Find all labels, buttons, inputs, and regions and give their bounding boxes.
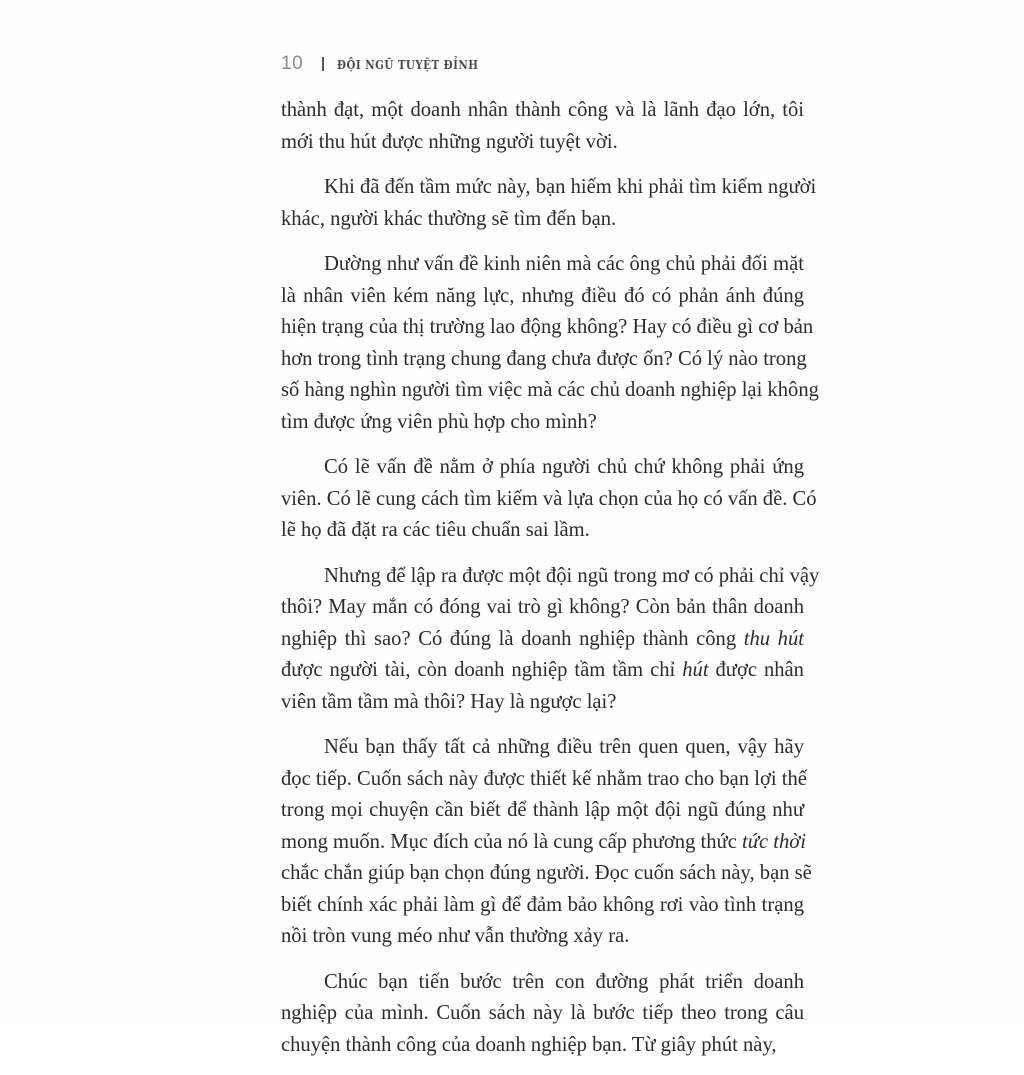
running-header: [281, 50, 510, 78]
text-line: khác, người khác thường sẽ tìm đến bạn.: [281, 207, 617, 230]
text-line: số hàng nghìn người tìm việc mà các chủ doanh nghiệp lại không: [281, 379, 819, 401]
text-line: hiện trạng của thị trường lao động không? Hay có điều gì cơ bản: [281, 316, 814, 338]
text-line: chuyện thành công của doanh nghiệp bạn. Từ giây phút này,: [281, 1033, 777, 1056]
text-line: chắc chắn giúp bạn chọn đúng người. Đọc cuốn sách này, bạn sẽ: [281, 862, 812, 884]
text-line: thôi? May mắn có đóng vai trò gì không? Còn bản thân doanh: [281, 596, 804, 618]
text-line: Khi đã đến tầm mức này, bạn hiếm khi phải tìm kiếm người: [324, 176, 817, 198]
page-number: 10: [281, 53, 304, 74]
text-line: mới thu hút được những người tuyệt vời.: [281, 130, 618, 153]
text-run: được nhân: [708, 659, 804, 681]
body-text: [281, 95, 820, 1075]
text-line: viên tầm tầm mà thôi? Hay là ngược lại?: [281, 690, 617, 713]
text-line: Chúc bạn tiến bước trên con đường phát triển doanh: [324, 970, 804, 993]
italic-emphasis: thu hút: [743, 627, 804, 650]
italic-emphasis: tức thời: [742, 830, 806, 853]
text-line: Có lẽ vấn đề nằm ở phía người chủ chứ không phải ứng: [324, 456, 804, 478]
text-line: tìm được ứng viên phù hợp cho mình?: [281, 410, 597, 433]
text-line: nghiệp của mình. Cuốn sách này là bước tiếp theo trong câu: [281, 1002, 804, 1024]
text-line: trong mọi chuyện cần biết để thành lập một đội ngũ đúng như: [281, 799, 804, 821]
text-line: lẽ họ đã đặt ra các tiêu chuẩn sai lầm.: [281, 519, 590, 541]
text-run: mong muốn. Mục đích của nó là cung cấp phương thức: [281, 830, 743, 853]
paragraph: [281, 732, 812, 953]
text-line: Nhưng để lập ra được một đội ngũ trong mơ có phải chỉ vậy: [324, 564, 820, 587]
paragraph: [281, 967, 804, 1062]
italic-emphasis: hút: [682, 659, 709, 681]
text-line: hơn trong tình trạng chung đang chưa được ổn? Có lý nào trong: [281, 347, 807, 370]
text-line: đọc tiếp. Cuốn sách này được thiết kế nhằm trao cho bạn lợi thế: [281, 767, 807, 790]
text-line: thành đạt, một doanh nhân thành công và là lãnh đạo lớn, tôi: [281, 99, 804, 121]
text-line: Nếu bạn thấy tất cả những điều trên quen quen, vậy hãy: [324, 736, 804, 758]
paragraph: [281, 172, 817, 235]
text-line: [281, 827, 804, 859]
text-run: được người tài, còn doanh nghiệp tầm tầm chỉ: [281, 659, 683, 681]
paragraph: [281, 452, 817, 547]
text-line: là nhân viên kém năng lực, nhưng điều đó có phản ánh đúng: [281, 284, 804, 307]
text-line: [281, 655, 804, 687]
text-line: viên. Có lẽ cung cách tìm kiếm và lựa chọn của họ có vấn đề. Có: [281, 487, 817, 510]
text-line: Dường như vấn đề kinh niên mà các ông chủ phải đối mặt: [324, 253, 804, 275]
header-divider: [322, 57, 324, 71]
text-line: nồi tròn vung méo như vẫn thường xảy ra.: [281, 925, 630, 947]
text-line: biết chính xác phải làm gì để đảm bảo không rơi vào tình trạng: [281, 893, 804, 916]
paragraph-continuation: [281, 95, 804, 158]
paragraph: [281, 561, 820, 719]
running-title: ĐỘI NGŨ TUYỆT ĐỈNH: [337, 56, 479, 72]
text-run: nghiệp thì sao? Có đúng là doanh nghiệp thành công: [281, 627, 744, 650]
paragraph: [281, 249, 819, 438]
text-line: [281, 624, 804, 656]
